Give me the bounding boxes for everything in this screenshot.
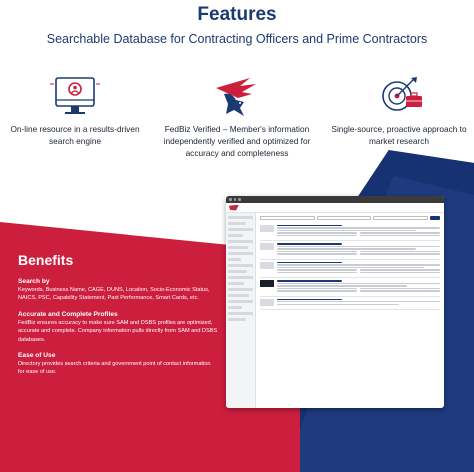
- benefit-body: Directory provides search criteria and government point of contact information for ease of use.: [18, 361, 211, 376]
- app-header: [226, 203, 444, 213]
- result-row: [260, 223, 440, 241]
- result-row: [260, 241, 440, 259]
- directory-screenshot: [226, 196, 444, 408]
- benefit-ease-of-use: [18, 352, 218, 377]
- result-row: [260, 278, 440, 296]
- feature-2-text: FedBiz Verified – Member's information independently verified and optimized for accuracy and completeness: [163, 124, 311, 158]
- result-row: [260, 260, 440, 278]
- target-briefcase-icon: [373, 72, 429, 120]
- benefits-title: Benefits: [18, 252, 74, 268]
- fedbiz-logo-icon: [229, 205, 239, 211]
- benefit-body: FedBiz ensures accuracy to make sure SAM and DSBS profiles are optimized, accurate and complete. Company information pulls directly from SAM and DSBS databases.: [18, 319, 218, 343]
- feature-1-text: On-line resource in a results-driven search engine: [10, 124, 140, 146]
- search-bar: [260, 216, 440, 220]
- fedbiz-eagle-logo-icon: [210, 72, 266, 120]
- benefit-search-by: [18, 278, 218, 303]
- result-row: [260, 297, 440, 310]
- benefit-body: Keywords, Business Name, CAGE, DUNS, Location, Socio-Economic Status, NAICS, PSC, Capability Statement, Past Performance, Smart Cards, etc.: [18, 287, 210, 302]
- benefit-accurate-profiles: [18, 311, 218, 344]
- benefits-section: [18, 252, 218, 385]
- results-list: [256, 213, 444, 408]
- page-subtitle: Searchable Database for Contracting Officers and Prime Contractors: [46, 32, 428, 46]
- feature-3-text: Single-source, proactive approach to market research: [331, 124, 467, 146]
- benefit-heading: Accurate and Complete Profiles: [18, 310, 118, 318]
- benefit-heading: Search by: [18, 278, 50, 285]
- browser-chrome: [226, 196, 444, 203]
- page-title: Features: [197, 4, 277, 25]
- benefit-heading: Ease of Use: [18, 352, 56, 360]
- monitor-search-icon: [47, 72, 103, 120]
- filter-sidebar: [226, 213, 256, 408]
